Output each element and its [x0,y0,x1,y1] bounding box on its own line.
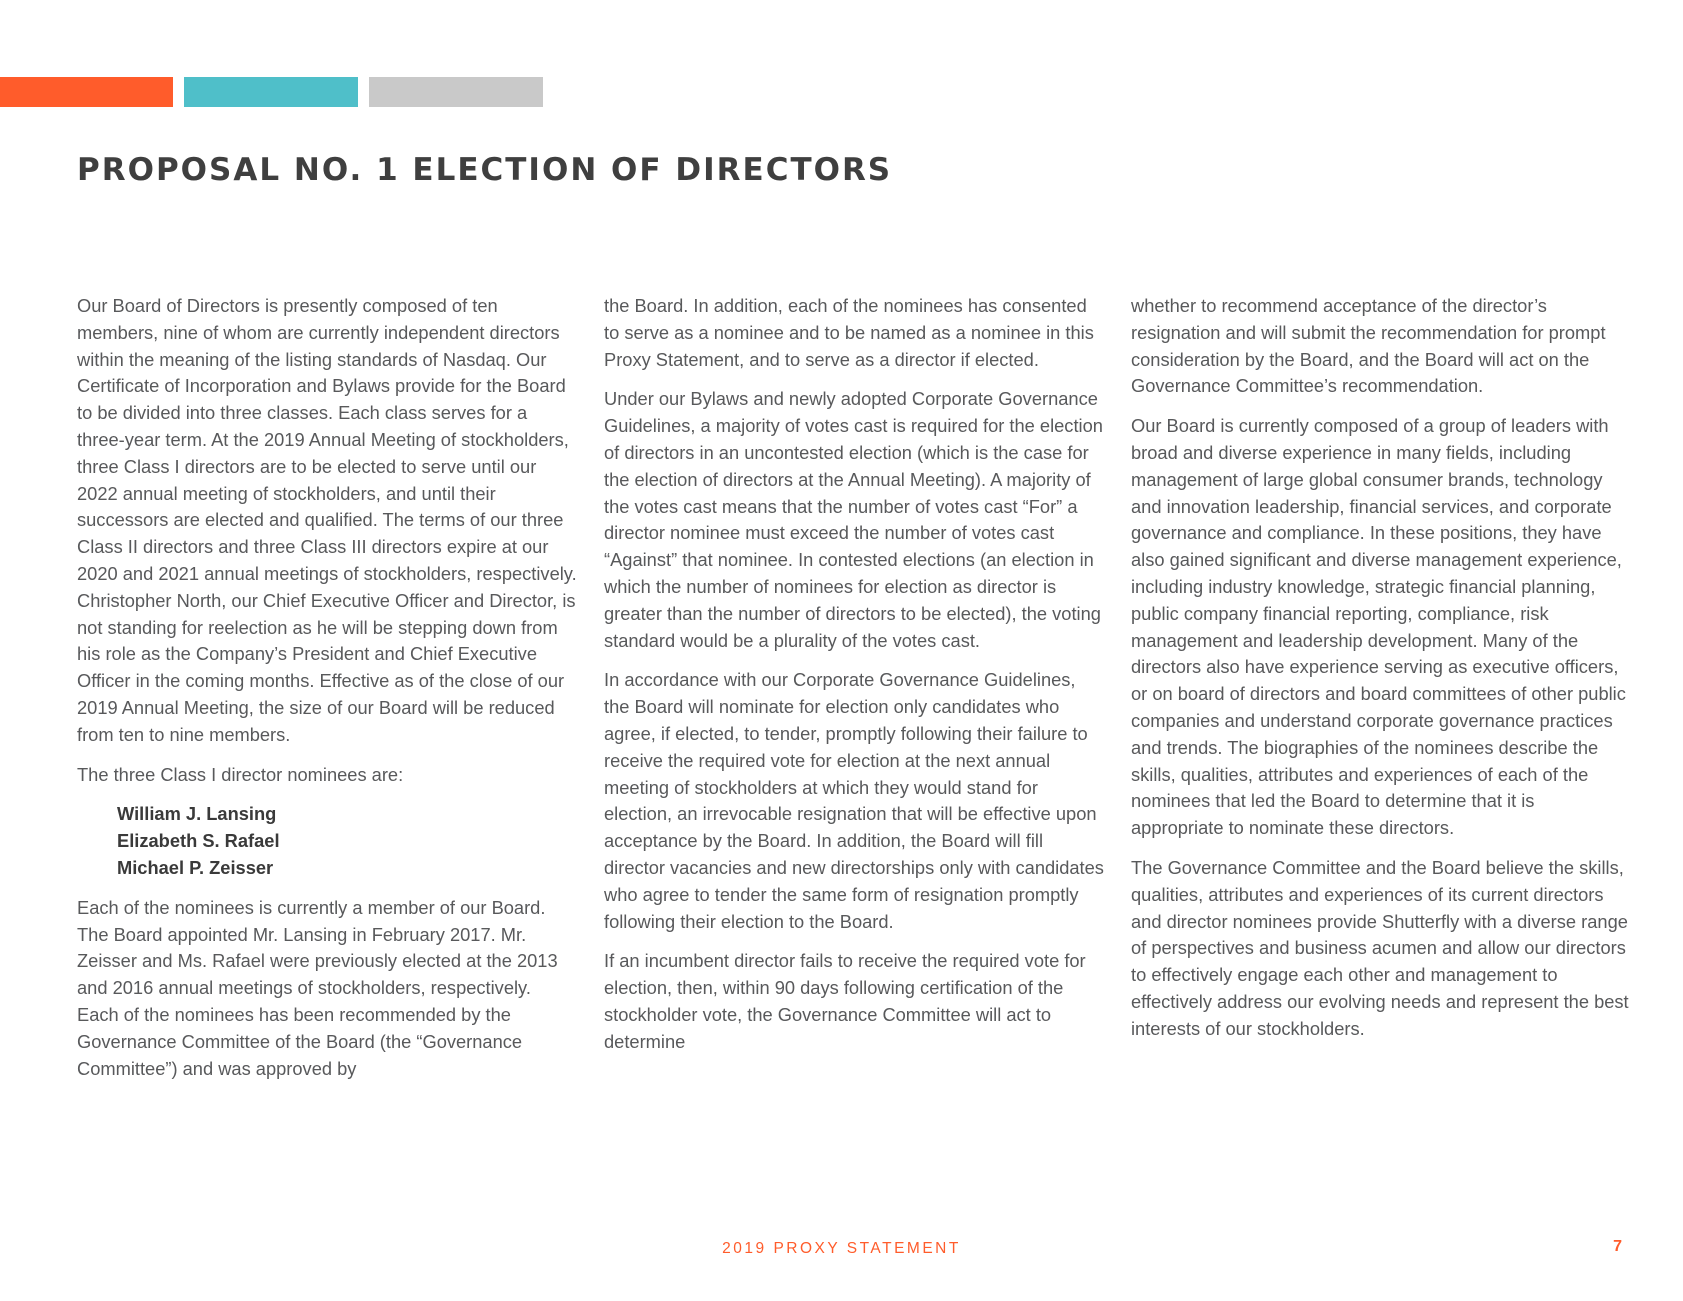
nominee-name: Michael P. Zeisser [117,856,274,878]
paragraph-board-experience: Our Board is currently composed of a group of leaders with broad and diverse experience in many fields, including management of large global consumer brands, technology and innovation leadership, financial services, and corporate governance and compliance. In these positions, they have also gained significant and diverse management experience, including industry knowledge, strategic financial planning, public company financial reporting, compliance, risk management and leadership development. Many of the directors also have experience serving as executive officers, or on board of directors and board committees of other public companies and understand corporate governance practices and trends. The biographies of the nominees describe the skills, qualities, attributes and experiences of each of the nominees that led the Board to determine that it is appropriate to nominate these directors. [1131,415,1626,839]
text-column-2 [604,293,1104,1069]
page-number: 7 [1613,1238,1622,1255]
paragraph-nominee-consent: the Board. In addition, each of the nominees has consented to serve as a nominee and to be named as a nominee in this Proxy Statement, and to serve as a director if elected. [604,295,1094,370]
orange-accent-bar [0,77,173,107]
paragraph-board-composition: Our Board of Directors is presently composed of ten members, nine of whom are currently independent directors within the meaning of the listing standards of Nasdaq. Our Certificate of Incorporation and Bylaws provide for the Board to be divided into three classes. Each class serves for a three-year term. At the 2019 Annual Meeting of stockholders, three Class I directors are to be elected to serve until our 2022 annual meeting of stockholders, and until their successors are elected and qualified. The terms of our three Class II directors and three Class III directors expire at our 2020 and 2021 annual meetings of stockholders, respectively. Christopher North, our Chief Executive Officer and Director, is not standing for reelection as he will be stepping down from his role as the Company’s President and Chief Executive Officer in the coming months. Effective as of the close of our 2019 Annual Meeting, the size of our Board will be reduced from ten to nine members. [77,295,577,745]
paragraph-nominees-intro: The three Class I director nominees are: [77,763,404,785]
paragraph-board-belief: The Governance Committee and the Board believe the skills, qualities, attributes and experiences of its current directors and director nominees provide Shutterfly with a diverse range of perspectives and business acumen and allow our directors to effectively engage each other and management to effectively address our evolving needs and represent the best interests of our stockholders. [1131,856,1629,1039]
nominee-name: William J. Lansing [117,803,277,825]
footer-document-label: 2019 PROXY STATEMENT [722,1240,961,1257]
paragraph-majority-voting: Under our Bylaws and newly adopted Corporate Governance Guidelines, a majority of votes cast is required for the election of directors in an uncontested election (which is the case for the election of directors at the Annual Meeting). A majority of the votes cast means that the number of votes cast “For” a director nominee must exceed the number of votes cast “Against” that nominee. In contested elections (an election in which the number of nominees for election as director is greater than the number of directors to be elected), the voting standard would be a plurality of the votes cast. [604,388,1103,651]
page-title: PROPOSAL NO. 1 ELECTION OF DIRECTORS [77,152,893,188]
paragraph-resignation-policy: In accordance with our Corporate Governance Guidelines, the Board will nominate for election only candidates who agree, if elected, to tender, promptly following their failure to receive the required vote for election at the next annual meeting of stockholders at which they would stand for election, an irrevocable resignation that will be effective upon acceptance by the Board. In addition, the Board will fill director vacancies and new directorships only with candidates who agree to tender the same form of resignation promptly following their election to the Board. [604,669,1104,932]
nominee-list [117,801,577,881]
nominee-name: Elizabeth S. Rafael [117,830,280,852]
paragraph-incumbent-failure: If an incumbent director fails to receive the required vote for election, then, within 90 days following certification of the stockholder vote, the Governance Committee will act to determine [604,950,1086,1052]
paragraph-resignation-recommendation: whether to recommend acceptance of the director’s resignation and will submit the recommendation for prompt consideration by the Board, and the Board will act on the Governance Committee’s recommendation. [1131,295,1606,397]
text-column-1 [77,293,577,1095]
paragraph-nominee-history: Each of the nominees is currently a member of our Board. The Board appointed Mr. Lansing in February 2017. Mr. Zeisser and Ms. Rafael were previously elected at the 2013 and 2016 annual meetings of stockholders, respectively. Each of the nominees has been recommended by the Governance Committee of the Board (the “Governance Committee”) and was approved by [77,896,558,1079]
gray-accent-bar [369,77,543,107]
text-column-3 [1131,293,1631,1056]
teal-accent-bar [184,77,358,107]
